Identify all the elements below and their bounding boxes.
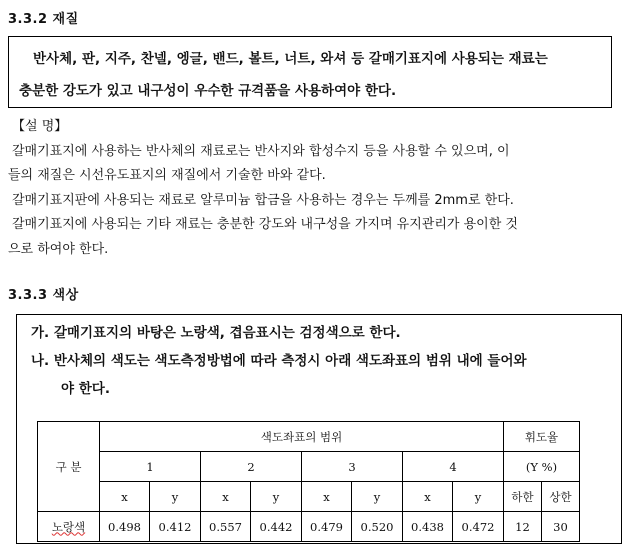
color-item-b-line-2: 야 한다.: [61, 381, 110, 397]
table-cell: 0.438: [403, 512, 453, 542]
table-lower-header: 하한: [504, 482, 542, 512]
table-row-label: 노랑색: [38, 512, 100, 542]
explanation-paragraph-2: 갈매기표지판에 사용되는 재료로 알루미늄 합금을 사용하는 경우는 두께를 2mm로 한다.: [12, 192, 514, 208]
table-axis-label: y: [453, 482, 504, 512]
color-item-a: 가. 갈매기표지의 바탕은 노랑색, 겹음표시는 검정색으로 한다.: [31, 325, 401, 341]
table-cell: 0.557: [201, 512, 251, 542]
table-axis-label: x: [403, 482, 453, 512]
chromaticity-table: [37, 421, 580, 542]
section-heading-color: 3.3.3 색상: [8, 288, 79, 303]
table-luminance-header: 휘도율: [504, 422, 580, 452]
table-axis-label: y: [150, 482, 201, 512]
explanation-title: 【설 명】: [12, 119, 68, 134]
table-cell-upper: 30: [542, 512, 580, 542]
material-requirement-line-2: 충분한 강도가 있고 내구성이 우수한 규격품을 사용하여야 한다.: [19, 83, 397, 99]
section-heading-material: 3.3.2 재질: [8, 12, 79, 27]
table-axis-label: y: [352, 482, 403, 512]
table-point-2: 2: [201, 452, 302, 482]
table-axis-label: x: [100, 482, 150, 512]
table-range-header: 색도좌표의 범위: [100, 422, 504, 452]
table-cell-lower: 12: [504, 512, 542, 542]
table-axis-label: x: [302, 482, 352, 512]
table-row: [38, 512, 580, 542]
table-category-header: 구 분: [38, 422, 100, 512]
explanation-paragraph-3-line-1: 갈매기표지에 사용되는 기타 재료는 충분한 강도와 내구성을 가지며 유지관리가 용이한 것: [12, 217, 518, 232]
material-requirement-box: [8, 36, 612, 108]
table-cell: 0.442: [251, 512, 302, 542]
table-cell: 0.498: [100, 512, 150, 542]
table-cell: 0.479: [302, 512, 352, 542]
table-cell: 0.520: [352, 512, 403, 542]
table-point-3: 3: [302, 452, 403, 482]
explanation-block: [8, 115, 628, 262]
table-upper-header: 상한: [542, 482, 580, 512]
explanation-paragraph-1-line-1: 갈매기표지에 사용하는 반사체의 재료로는 반사지와 합성수지 등을 사용할 수 있으며, 이: [12, 143, 510, 159]
table-axis-label: y: [251, 482, 302, 512]
table-cell: 0.472: [453, 512, 504, 542]
explanation-paragraph-3-line-2: 으로 하여야 한다.: [8, 241, 109, 257]
table-point-1: 1: [100, 452, 201, 482]
table-luminance-unit: (Y %): [504, 452, 580, 482]
material-requirement-line-1: 반사체, 판, 지주, 찬넬, 엥글, 밴드, 볼트, 너트, 와셔 등 갈매기표지에 사용되는 재료는: [33, 51, 548, 67]
table-point-4: 4: [403, 452, 504, 482]
color-requirement-box: [16, 314, 622, 544]
table-cell: 0.412: [150, 512, 201, 542]
table-axis-label: x: [201, 482, 251, 512]
explanation-paragraph-1-line-2: 들의 재질은 시선유도표지의 재질에서 기술한 바와 같다.: [8, 168, 326, 183]
color-item-b-line-1: 나. 반사체의 색도는 색도측정방법에 따라 측정시 아래 색도좌표의 범위 내에 들어와: [31, 353, 527, 369]
